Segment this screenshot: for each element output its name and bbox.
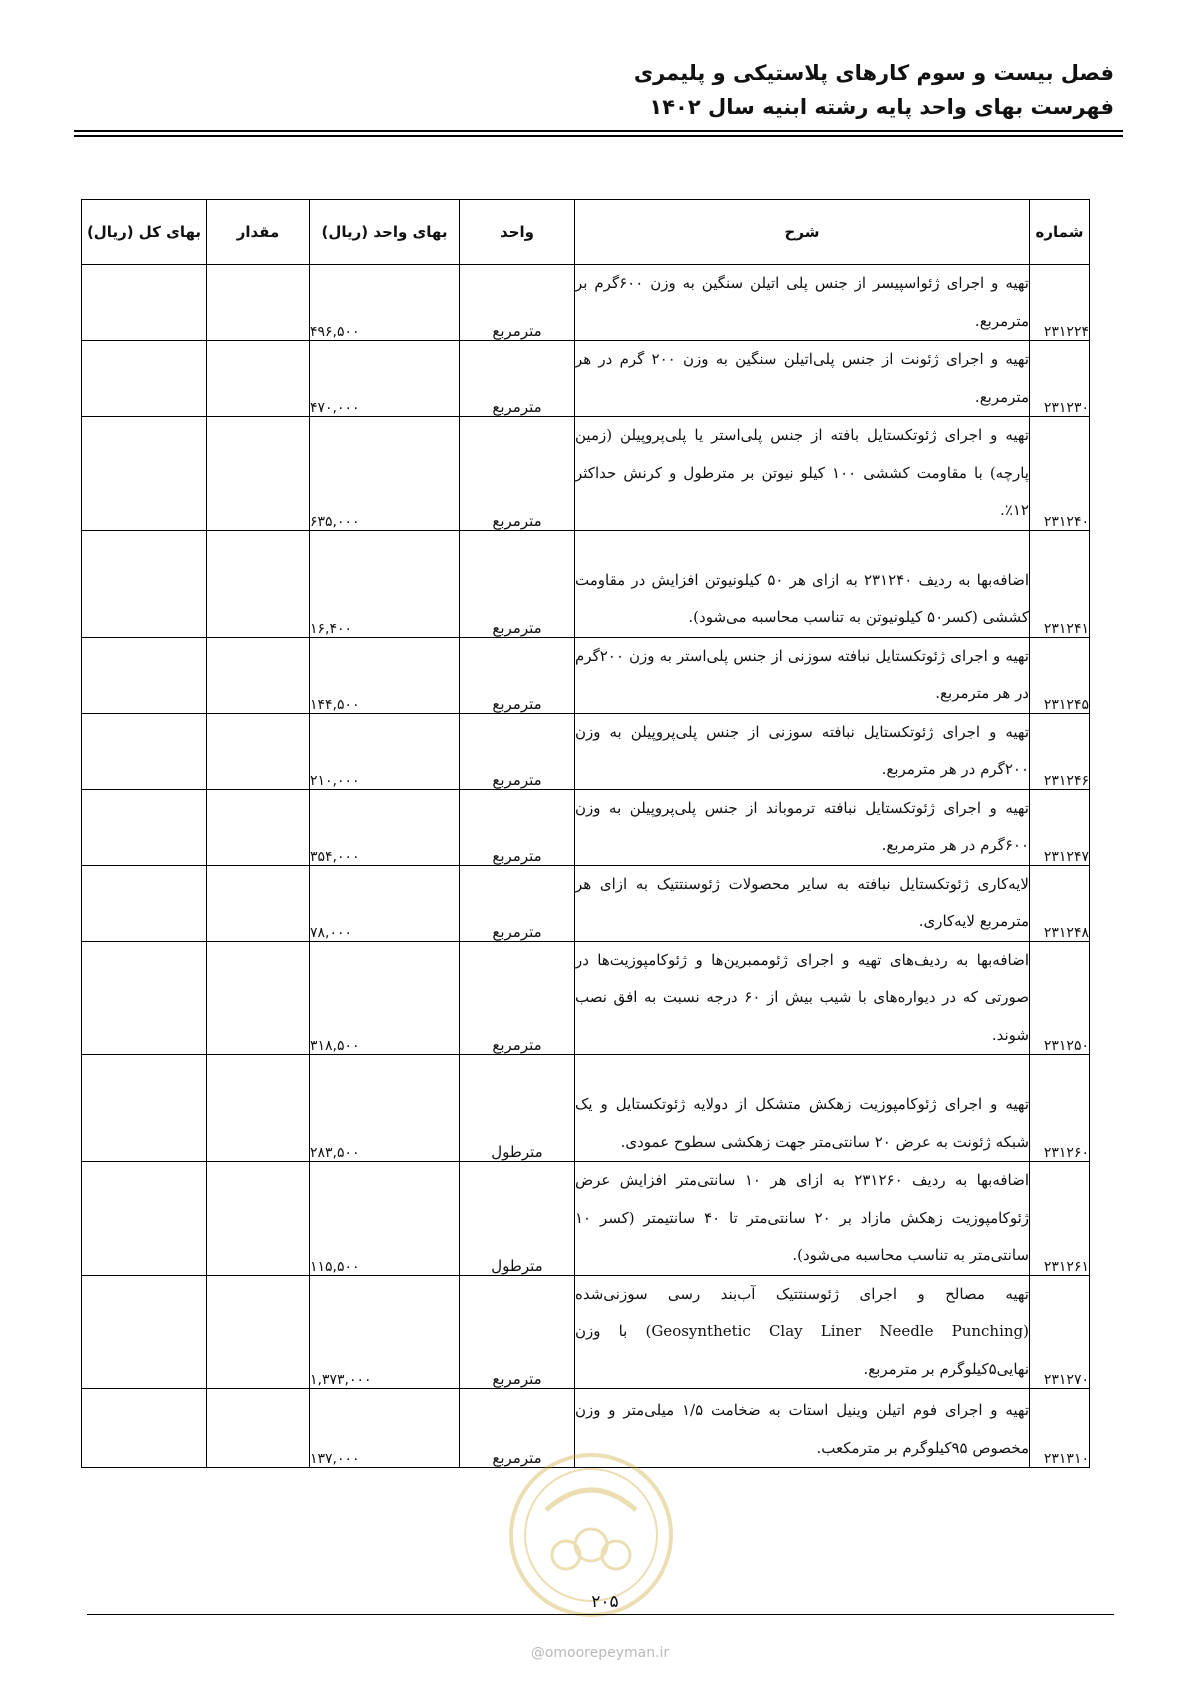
item-quantity xyxy=(207,789,310,865)
item-quantity xyxy=(207,1162,310,1276)
item-description: تهیه مصالح و اجرای ژئوسنتتیک آب‌بند رسی سوزنی‌شده (Geosynthetic Clay Liner Needle Punching) با وزن نهایی۵کیلوگرم بر مترمربع. xyxy=(575,1275,1030,1389)
page-number: ۲۰۵ xyxy=(591,1592,619,1612)
table-row xyxy=(82,713,1090,789)
item-total xyxy=(82,1055,207,1162)
item-code: ۲۳۱۳۱۰ xyxy=(1030,1389,1090,1468)
item-unit: مترمربع xyxy=(460,265,575,341)
item-quantity xyxy=(207,530,310,637)
item-total xyxy=(82,1275,207,1389)
header-rule-bottom xyxy=(74,135,1123,137)
item-quantity xyxy=(207,1275,310,1389)
table-row xyxy=(82,1162,1090,1276)
item-unit: مترمربع xyxy=(460,713,575,789)
item-total xyxy=(82,341,207,417)
item-unit: مترمربع xyxy=(460,341,575,417)
footer-rule xyxy=(87,1614,1114,1615)
item-code: ۲۳۱۲۲۴ xyxy=(1030,265,1090,341)
table-row xyxy=(82,265,1090,341)
item-total xyxy=(82,1162,207,1276)
item-unit-price: ۲۸۳,۵۰۰ xyxy=(310,1055,460,1162)
item-quantity xyxy=(207,941,310,1055)
item-quantity xyxy=(207,417,310,531)
item-total xyxy=(82,713,207,789)
item-unit-price: ۳۱۸,۵۰۰ xyxy=(310,941,460,1055)
item-unit-price: ۷۸,۰۰۰ xyxy=(310,865,460,941)
item-code: ۲۳۱۲۵۰ xyxy=(1030,941,1090,1055)
table-row xyxy=(82,941,1090,1055)
item-description: اضافه‌بها به ردیف‌های تهیه و اجرای ژئوممبرین‌ها و ژئوکامپوزیت‌ها در صورتی که در دیواره‌های با شیب بیش از ۶۰ درجه نسبت به افق نصب شوند. xyxy=(575,941,1030,1055)
item-total xyxy=(82,789,207,865)
item-quantity xyxy=(207,341,310,417)
item-quantity xyxy=(207,1389,310,1468)
item-description: تهیه و اجرای ژئوتکستایل نبافته ترموباند از جنس پلی‌پروپیلن به وزن ۶۰۰گرم در هر مترمربع. xyxy=(575,789,1030,865)
header-code: شماره xyxy=(1030,200,1090,265)
item-unit-price: ۲۱۰,۰۰۰ xyxy=(310,713,460,789)
item-code: ۲۳۱۲۴۵ xyxy=(1030,637,1090,713)
item-total xyxy=(82,530,207,637)
item-unit: مترمربع xyxy=(460,1389,575,1468)
price-list-table xyxy=(81,199,1090,1468)
item-unit: مترمربع xyxy=(460,865,575,941)
header-total-price: بهای کل (ریال) xyxy=(82,200,207,265)
item-unit-price: ۴۹۶,۵۰۰ xyxy=(310,265,460,341)
document-title: فهرست بهای واحد پایه رشته ابنیه سال ۱۴۰۲ xyxy=(649,95,1114,119)
item-description: تهیه و اجرای ژئوتکستایل بافته از جنس پلی‌استر یا پلی‌پروپیلن (زمین پارچه) با مقاومت کششی ۱۰۰ کیلو نیوتن بر مترطول و کرنش حداکثر ۱۲٪. xyxy=(575,417,1030,531)
item-unit: مترمربع xyxy=(460,530,575,637)
item-total xyxy=(82,1389,207,1468)
item-description: تهیه و اجرای ژئوتکستایل نبافته سوزنی از جنس پلی‌پروپیلن به وزن ۲۰۰گرم در هر مترمربع. xyxy=(575,713,1030,789)
header-unit-price: بهای واحد (ریال) xyxy=(310,200,460,265)
item-unit-price: ۶۳۵,۰۰۰ xyxy=(310,417,460,531)
item-quantity xyxy=(207,265,310,341)
item-total xyxy=(82,417,207,531)
item-code: ۲۳۱۲۴۶ xyxy=(1030,713,1090,789)
header-rule-top xyxy=(74,130,1123,132)
item-code: ۲۳۱۲۴۰ xyxy=(1030,417,1090,531)
item-code: ۲۳۱۲۴۷ xyxy=(1030,789,1090,865)
item-unit: مترمربع xyxy=(460,417,575,531)
table-row xyxy=(82,341,1090,417)
item-unit: مترمربع xyxy=(460,637,575,713)
item-unit-price: ۳۵۴,۰۰۰ xyxy=(310,789,460,865)
item-description: تهیه و اجرای ژئوتکستایل نبافته سوزنی از جنس پلی‌استر به وزن ۲۰۰گرم در هر مترمربع. xyxy=(575,637,1030,713)
item-code: ۲۳۱۲۶۱ xyxy=(1030,1162,1090,1276)
item-unit: مترمربع xyxy=(460,941,575,1055)
table-row xyxy=(82,1275,1090,1389)
item-unit-price: ۱۴۴,۵۰۰ xyxy=(310,637,460,713)
item-description: اضافه‌بها به ردیف ۲۳۱۲۴۰ به ازای هر ۵۰ کیلونیوتن افزایش در مقاومت کششی (کسر۵۰ کیلونیوتن به تناسب محاسبه می‌شود). xyxy=(575,530,1030,637)
table-row xyxy=(82,637,1090,713)
watermark-text: @omoorepeyman.ir xyxy=(530,1645,670,1661)
page-header xyxy=(74,56,1114,124)
item-unit: مترطول xyxy=(460,1162,575,1276)
item-unit: مترمربع xyxy=(460,789,575,865)
item-unit-price: ۱۳۷,۰۰۰ xyxy=(310,1389,460,1468)
item-code: ۲۳۱۲۶۰ xyxy=(1030,1055,1090,1162)
item-description: تهیه و اجرای ژئوکامپوزیت زهکش متشکل از دولایه ژئوتکستایل و یک شبکه ژئونت به عرض ۲۰ سانتی‌متر جهت زهکشی سطوح عمودی. xyxy=(575,1055,1030,1162)
item-description: تهیه و اجرای ژئواسپیسر از جنس پلی اتیلن سنگین به وزن ۶۰۰گرم بر مترمربع. xyxy=(575,265,1030,341)
table-row xyxy=(82,1055,1090,1162)
item-total xyxy=(82,265,207,341)
table-header-row xyxy=(82,200,1090,265)
item-unit-price: ۴۷۰,۰۰۰ xyxy=(310,341,460,417)
item-description: تهیه و اجرای فوم اتیلن وینیل استات به ضخامت ۱/۵ میلی‌متر و وزن مخصوص ۹۵کیلوگرم بر مترمکعب. xyxy=(575,1389,1030,1468)
table-row xyxy=(82,865,1090,941)
item-unit: مترمربع xyxy=(460,1275,575,1389)
item-code: ۲۳۱۲۷۰ xyxy=(1030,1275,1090,1389)
item-code: ۲۳۱۲۴۱ xyxy=(1030,530,1090,637)
chapter-title: فصل بیست و سوم کارهای پلاستیکی و پلیمری xyxy=(633,61,1114,85)
item-unit: مترطول xyxy=(460,1055,575,1162)
item-total xyxy=(82,637,207,713)
item-quantity xyxy=(207,713,310,789)
header-description: شرح xyxy=(575,200,1030,265)
item-quantity xyxy=(207,865,310,941)
table-row xyxy=(82,417,1090,531)
item-total xyxy=(82,865,207,941)
item-description: تهیه و اجرای ژئونت از جنس پلی‌اتیلن سنگین به وزن ۲۰۰ گرم در هر مترمربع. xyxy=(575,341,1030,417)
item-unit-price: ۱,۳۷۳,۰۰۰ xyxy=(310,1275,460,1389)
table-row xyxy=(82,530,1090,637)
item-description: اضافه‌بها به ردیف ۲۳۱۲۶۰ به ازای هر ۱۰ سانتی‌متر افزایش عرض ژئوکامپوزیت زهکش مازاد بر ۲۰ سانتی‌متر تا ۴۰ سانتیمتر (کسر ۱۰ سانتی‌متر به تناسب محاسبه می‌شود). xyxy=(575,1162,1030,1276)
item-quantity xyxy=(207,637,310,713)
item-code: ۲۳۱۲۴۸ xyxy=(1030,865,1090,941)
item-code: ۲۳۱۲۳۰ xyxy=(1030,341,1090,417)
header-unit: واحد xyxy=(460,200,575,265)
item-unit-price: ۱۶,۴۰۰ xyxy=(310,530,460,637)
item-unit-price: ۱۱۵,۵۰۰ xyxy=(310,1162,460,1276)
item-total xyxy=(82,941,207,1055)
item-description: لایه‌کاری ژئوتکستایل نبافته به سایر محصولات ژئوسنتتیک به ازای هر مترمربع لایه‌کاری. xyxy=(575,865,1030,941)
table-row xyxy=(82,789,1090,865)
header-quantity: مقدار xyxy=(207,200,310,265)
item-quantity xyxy=(207,1055,310,1162)
